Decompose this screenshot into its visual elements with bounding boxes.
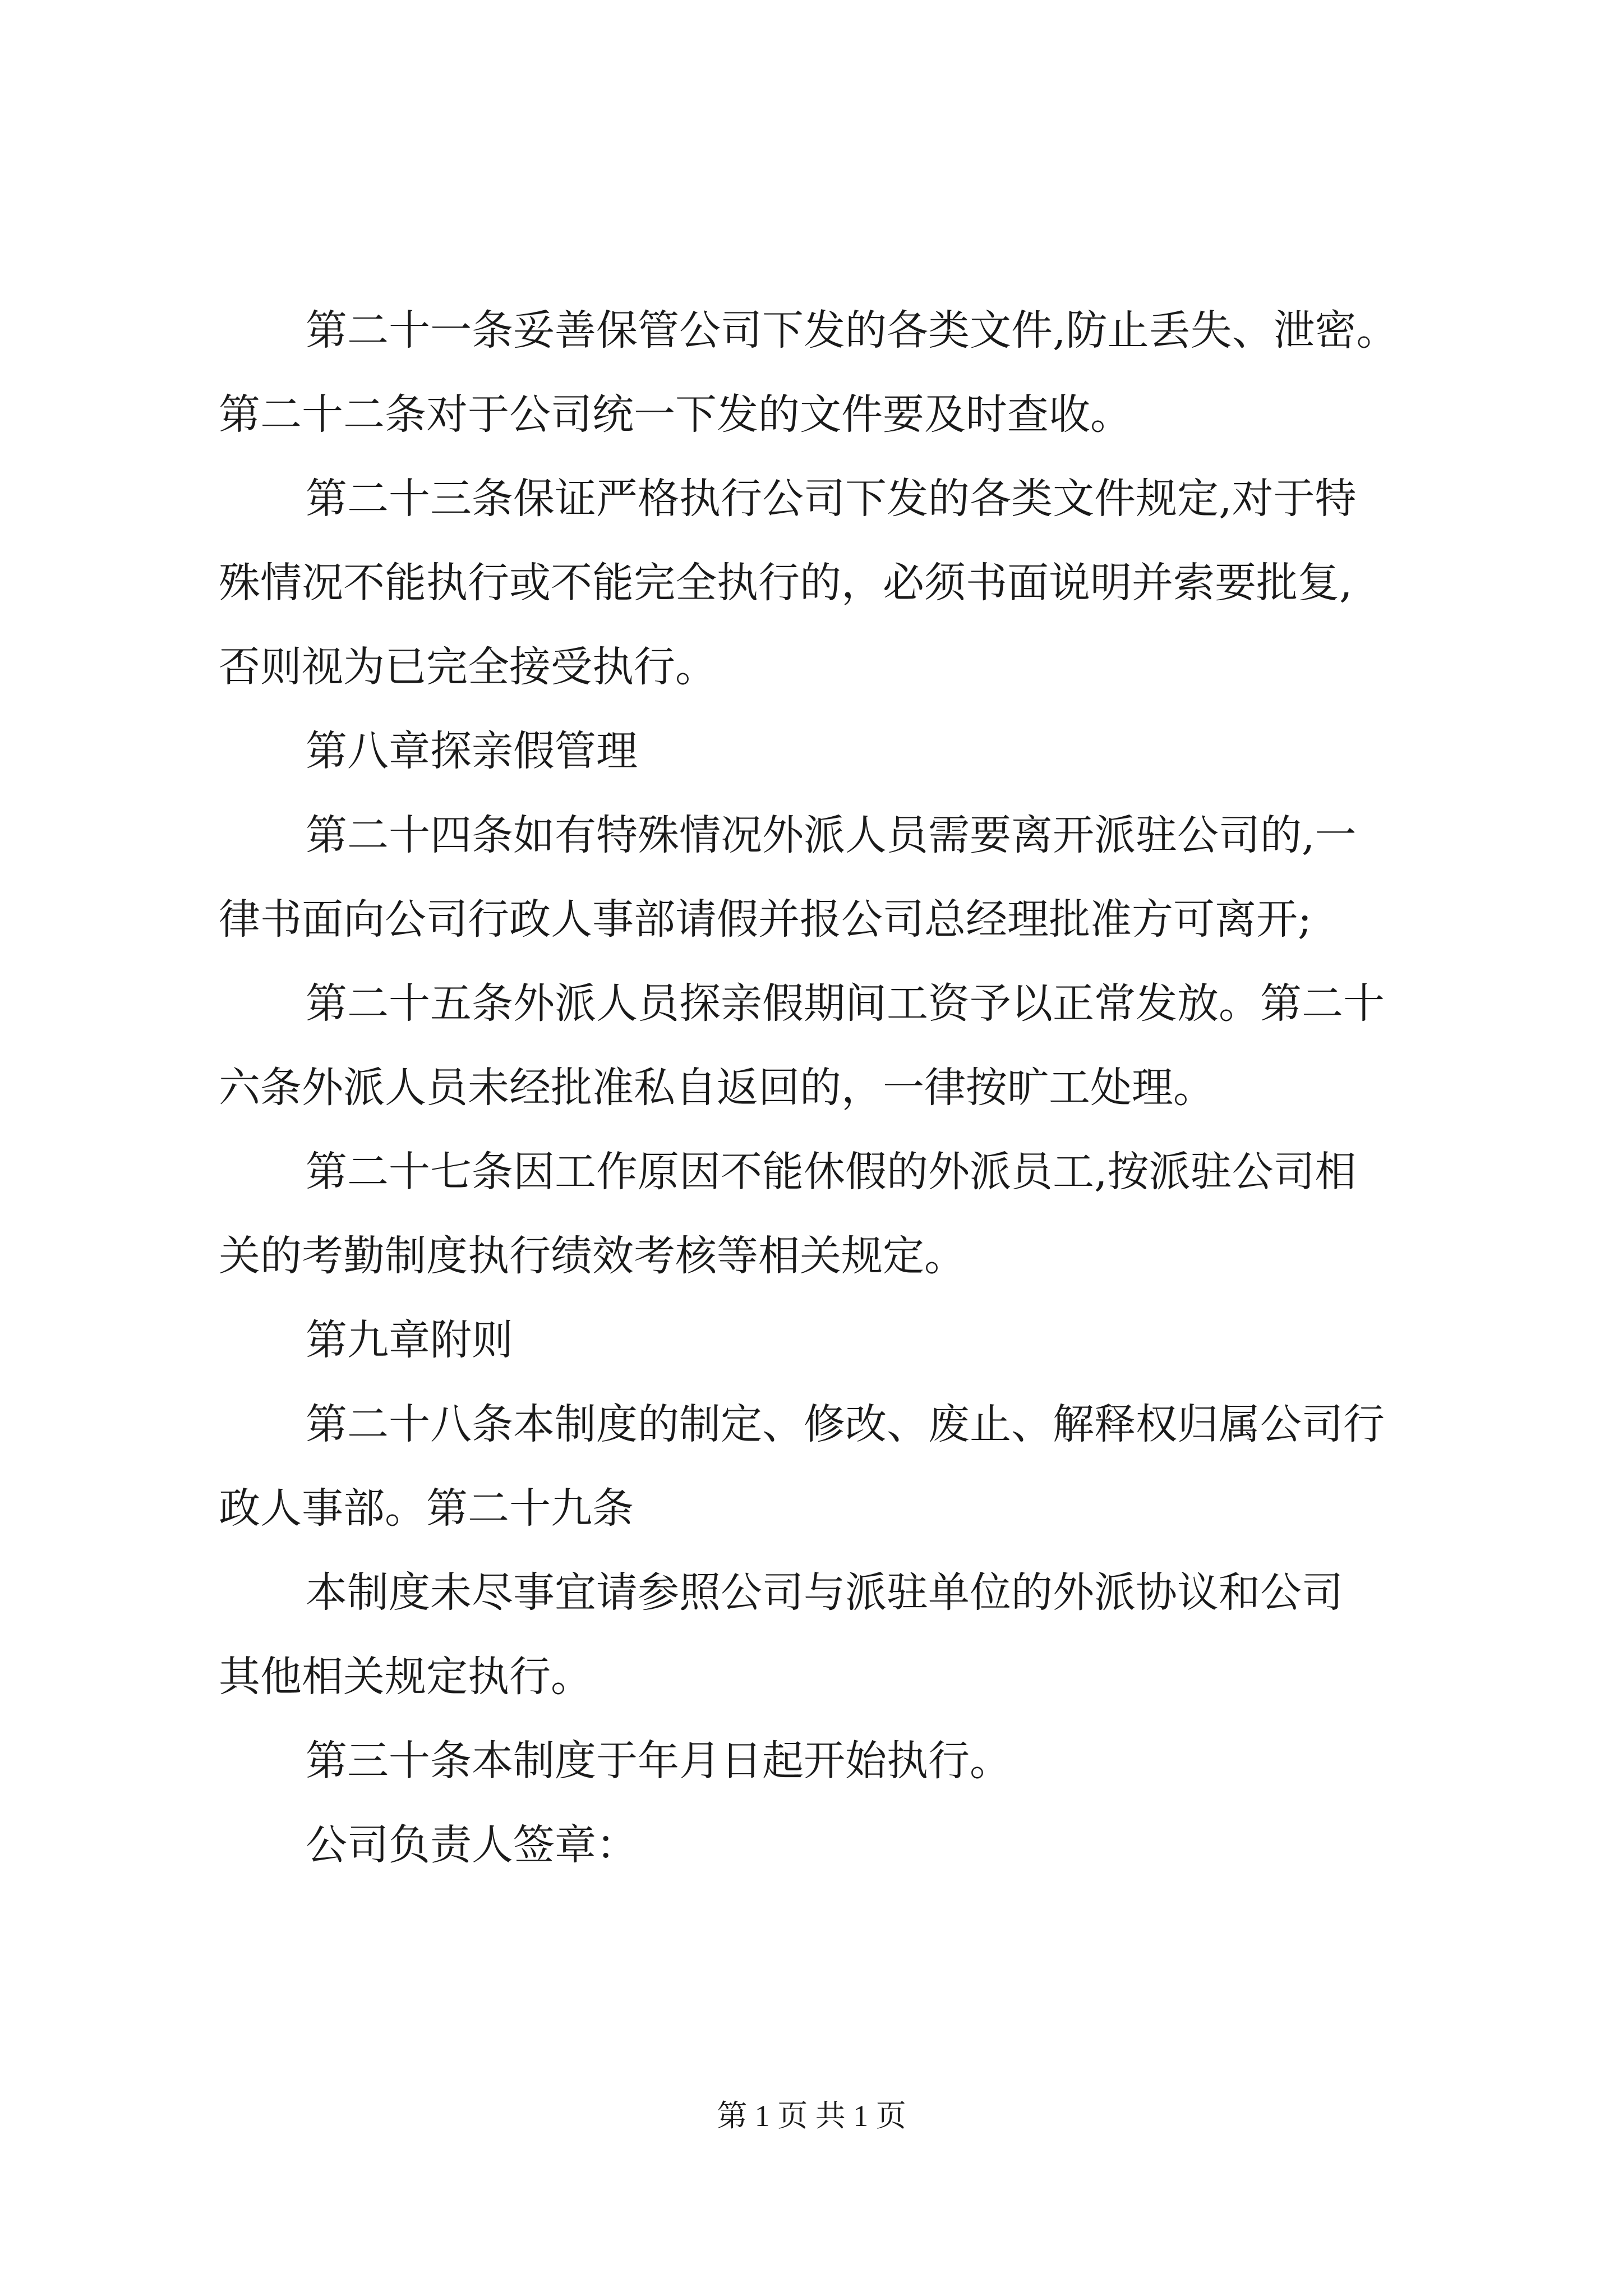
text-line-article-28-part-1: 第二十八条本制度的制定、修改、废止、解释权归属公司行 [306, 1400, 1385, 1448]
text-line-article-24-part-1: 第二十四条如有特殊情况外派人员需要离开派驻公司的,一 [306, 811, 1357, 859]
text-line-article-22: 第二十二条对于公司统一下发的文件要及时查收。 [219, 390, 1132, 439]
page-number-footer: 第 1 页 共 1 页 [717, 2099, 906, 2133]
text-line-article-29-part-1: 本制度未尽事宜请参照公司与派驻单位的外派协议和公司 [306, 1568, 1343, 1617]
signature-label: 公司负责人签章： [306, 1821, 638, 1869]
text-line-article-21: 第二十一条妥善保管公司下发的各类文件,防止丢失、泄密。 [306, 306, 1398, 355]
text-line-article-23-part-1: 第二十三条保证严格执行公司下发的各类文件规定,对于特 [306, 475, 1357, 523]
text-line-article-27-part-2: 关的考勤制度执行绩效考核等相关规定。 [219, 1232, 966, 1280]
text-line-article-27-part-1: 第二十七条因工作原因不能休假的外派员工,按派驻公司相 [306, 1148, 1357, 1196]
text-line-article-29-part-2: 其他相关规定执行。 [219, 1653, 592, 1701]
chapter-8-heading: 第八章探亲假管理 [306, 727, 638, 775]
chapter-9-heading: 第九章附则 [306, 1316, 513, 1364]
text-line-article-24-part-2: 律书面向公司行政人事部请假并报公司总经理批准方可离开; [219, 895, 1312, 944]
text-line-article-30: 第三十条本制度于年月日起开始执行。 [306, 1737, 1011, 1785]
text-line-article-25-part-1: 第二十五条外派人员探亲假期间工资予以正常发放。第二十 [306, 979, 1385, 1028]
text-line-article-28-part-2: 政人事部。第二十九条 [219, 1484, 634, 1533]
text-line-article-23-part-3: 否则视为已完全接受执行。 [219, 643, 717, 691]
text-line-article-26: 六条外派人员未经批准私自返回的，一律按旷工处理。 [219, 1064, 1215, 1112]
text-line-article-23-part-2: 殊情况不能执行或不能完全执行的，必须书面说明并索要批复, [219, 559, 1353, 607]
